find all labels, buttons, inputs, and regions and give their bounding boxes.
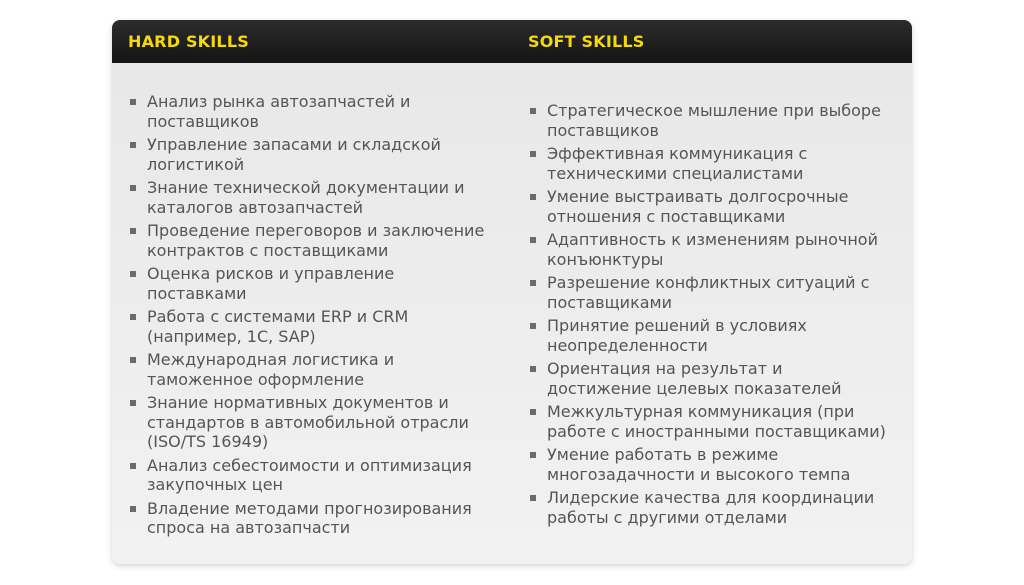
square-bullet-icon bbox=[130, 271, 136, 277]
list-item-text: Адаптивность к изменениям рыночной конъюнктуры bbox=[547, 230, 878, 269]
list-item-text: Знание нормативных документов и стандартов в автомобильной отрасли (ISO/TS 16949) bbox=[147, 393, 469, 451]
list-item-text: Знание технической документации и каталогов автозапчастей bbox=[147, 178, 465, 217]
square-bullet-icon bbox=[130, 314, 136, 320]
square-bullet-icon bbox=[130, 99, 136, 105]
list-item bbox=[528, 488, 888, 527]
list-item-text: Лидерские качества для координации работы с другими отделами bbox=[547, 488, 875, 527]
list-item bbox=[528, 273, 888, 312]
square-bullet-icon bbox=[530, 151, 536, 157]
list-item bbox=[528, 230, 888, 269]
list-item-text: Оценка рисков и управление поставками bbox=[147, 264, 395, 303]
hard-skills-list bbox=[128, 92, 488, 538]
hard-skills-column bbox=[128, 92, 488, 542]
list-item-text: Умение выстраивать долгосрочные отношения с поставщиками bbox=[547, 187, 849, 226]
hard-skills-title: HARD SKILLS bbox=[128, 32, 249, 51]
list-item bbox=[128, 456, 488, 495]
square-bullet-icon bbox=[530, 194, 536, 200]
list-item-text: Стратегическое мышление при выборе поставщиков bbox=[547, 101, 881, 140]
square-bullet-icon bbox=[130, 185, 136, 191]
list-item bbox=[128, 178, 488, 217]
square-bullet-icon bbox=[530, 108, 536, 114]
list-item-text: Принятие решений в условиях неопределенности bbox=[547, 316, 807, 355]
card-header bbox=[112, 20, 912, 63]
soft-skills-list bbox=[528, 101, 888, 527]
list-item-text: Международная логистика и таможенное оформление bbox=[147, 350, 395, 389]
square-bullet-icon bbox=[530, 452, 536, 458]
square-bullet-icon bbox=[130, 142, 136, 148]
list-item-text: Межкультурная коммуникация (при работе с иностранными поставщиками) bbox=[547, 402, 886, 441]
square-bullet-icon bbox=[530, 495, 536, 501]
list-item-text: Владение методами прогнозирования спроса на автозапчасти bbox=[147, 498, 472, 537]
square-bullet-icon bbox=[530, 323, 536, 329]
list-item-text: Управление запасами и складской логистикой bbox=[147, 135, 441, 174]
square-bullet-icon bbox=[130, 400, 136, 406]
square-bullet-icon bbox=[130, 357, 136, 363]
list-item bbox=[128, 221, 488, 260]
list-item bbox=[128, 264, 488, 303]
square-bullet-icon bbox=[530, 366, 536, 372]
skills-card bbox=[112, 20, 912, 564]
list-item-text: Проведение переговоров и заключение контрактов с поставщиками bbox=[147, 221, 485, 260]
list-item bbox=[128, 393, 488, 452]
square-bullet-icon bbox=[530, 237, 536, 243]
list-item-text: Умение работать в режиме многозадачности и высокого темпа bbox=[547, 445, 851, 484]
list-item-text: Анализ себестоимости и оптимизация закупочных цен bbox=[147, 455, 472, 494]
list-item bbox=[128, 135, 488, 174]
list-item bbox=[528, 316, 888, 355]
list-item-text: Эффективная коммуникация с техническими специалистами bbox=[547, 144, 808, 183]
list-item bbox=[128, 499, 488, 538]
square-bullet-icon bbox=[130, 463, 136, 469]
list-item bbox=[128, 307, 488, 346]
soft-skills-title: SOFT SKILLS bbox=[528, 32, 645, 51]
square-bullet-icon bbox=[530, 409, 536, 415]
list-item bbox=[528, 101, 888, 140]
square-bullet-icon bbox=[130, 228, 136, 234]
list-item bbox=[528, 402, 888, 441]
list-item bbox=[128, 92, 488, 131]
list-item-text: Работа с системами ERP и CRM (например, 1С, SAP) bbox=[147, 307, 409, 346]
soft-skills-column bbox=[528, 101, 888, 531]
square-bullet-icon bbox=[530, 280, 536, 286]
list-item-text: Ориентация на результат и достижение целевых показателей bbox=[547, 359, 842, 398]
list-item bbox=[528, 445, 888, 484]
list-item-text: Анализ рынка автозапчастей и поставщиков bbox=[147, 92, 411, 131]
square-bullet-icon bbox=[130, 506, 136, 512]
list-item bbox=[528, 187, 888, 226]
list-item bbox=[528, 359, 888, 398]
list-item-text: Разрешение конфликтных ситуаций с поставщиками bbox=[547, 273, 870, 312]
list-item bbox=[528, 144, 888, 183]
list-item bbox=[128, 350, 488, 389]
